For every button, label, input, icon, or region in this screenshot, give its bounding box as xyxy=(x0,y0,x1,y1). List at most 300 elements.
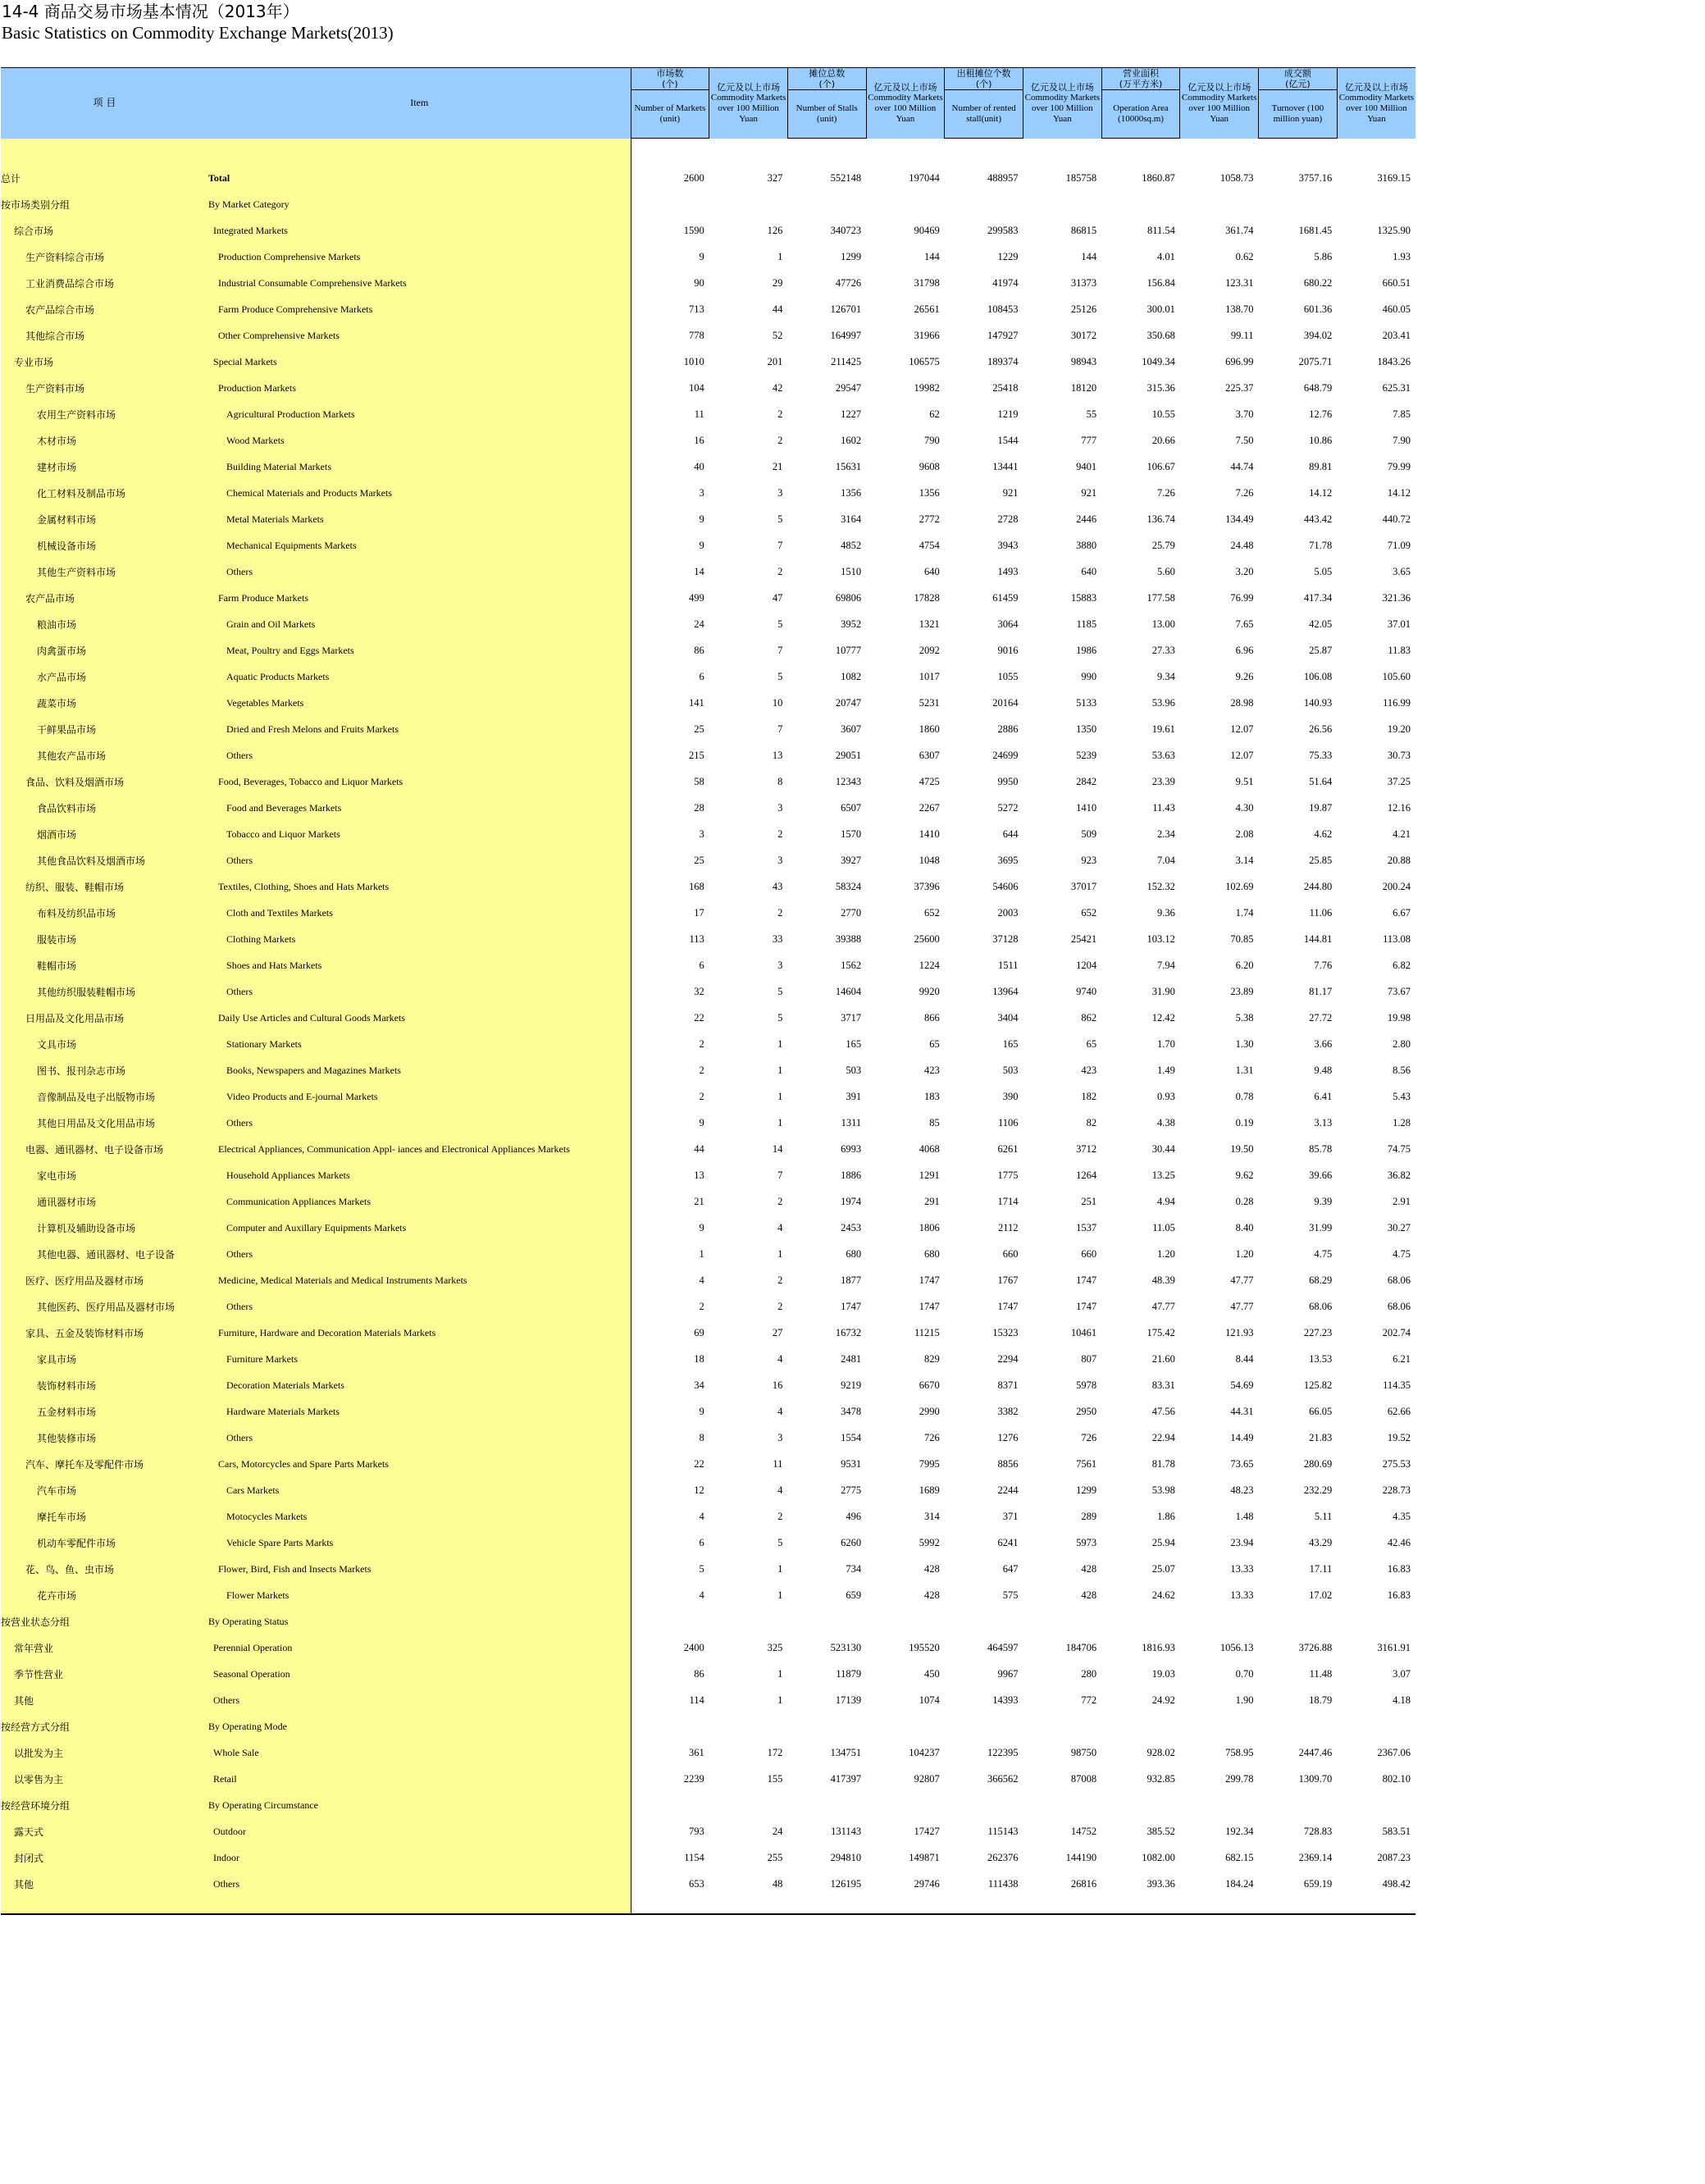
value-cell: 244.80 xyxy=(1303,880,1333,892)
value-cell: 104 xyxy=(688,381,704,394)
value-cell: 134751 xyxy=(830,1746,862,1758)
value-cell: 9608 xyxy=(919,460,940,472)
subheader-cn: 亿元及以上市场 xyxy=(873,81,937,93)
value-cell: 9967 xyxy=(997,1667,1019,1680)
table-row xyxy=(1,1871,1416,1897)
spacer-cell xyxy=(787,139,866,166)
value-cell: 144 xyxy=(1081,250,1097,262)
value-cell: 2447.46 xyxy=(1298,1746,1333,1758)
value-cell: 86815 xyxy=(1070,224,1097,236)
value-cell: 44.74 xyxy=(1230,460,1254,472)
value-cell: 1.48 xyxy=(1235,1510,1254,1522)
value-cell: 10.55 xyxy=(1151,408,1175,420)
value-cell: 1.90 xyxy=(1235,1694,1254,1706)
value-cell: 14 xyxy=(772,1142,783,1155)
value-cell: 17.02 xyxy=(1309,1589,1333,1601)
value-cell: 6.21 xyxy=(1393,1352,1411,1365)
row-label-en: Textiles, Clothing, Shoes and Hats Markets xyxy=(208,873,631,900)
value-cell xyxy=(945,1792,1023,1818)
table-row xyxy=(1,873,1416,900)
value-cell: 1 xyxy=(777,1589,783,1601)
value-cell: 211425 xyxy=(831,355,862,367)
value-cell: 11.06 xyxy=(1309,906,1333,919)
value-cell: 6 xyxy=(699,1536,704,1548)
statistics-table xyxy=(1,67,1416,1915)
value-cell: 4754 xyxy=(919,539,940,551)
value-cell: 177.58 xyxy=(1147,591,1175,604)
value-cell: 1017 xyxy=(919,670,940,682)
row-label-en: Others xyxy=(208,1425,631,1451)
value-cell: 19.87 xyxy=(1309,801,1333,814)
value-cell: 1602 xyxy=(841,434,862,446)
row-label-en: Production Markets xyxy=(208,375,631,401)
value-cell xyxy=(866,1713,945,1739)
row-label-en: Food and Beverages Markets xyxy=(208,795,631,821)
value-cell: 1806 xyxy=(919,1221,940,1233)
value-cell: 61459 xyxy=(992,591,1019,604)
value-cell: 19982 xyxy=(914,381,940,394)
value-cell: 116.99 xyxy=(1383,696,1411,709)
row-label-cn: 机动车零配件市场 xyxy=(1,1530,208,1556)
value-cell: 6260 xyxy=(841,1536,862,1548)
value-cell: 2 xyxy=(777,434,783,446)
value-cell: 32 xyxy=(694,985,704,997)
value-cell: 1860.87 xyxy=(1142,171,1175,184)
value-cell: 24.62 xyxy=(1151,1589,1175,1601)
table-row xyxy=(1,768,1416,795)
value-cell: 1410 xyxy=(919,828,940,840)
value-cell: 125.82 xyxy=(1303,1379,1333,1391)
value-cell: 325 xyxy=(767,1641,783,1653)
value-cell: 2 xyxy=(699,1064,704,1076)
row-label-cn: 封闭式 xyxy=(1,1844,208,1871)
value-cell: 778 xyxy=(688,329,704,341)
value-cell: 53.96 xyxy=(1151,696,1175,709)
row-label-cn: 布料及纺织品市场 xyxy=(1,900,208,926)
value-cell: 640 xyxy=(924,565,940,577)
value-cell: 232.29 xyxy=(1303,1484,1333,1496)
value-cell xyxy=(1180,1713,1259,1739)
row-label-cn: 其他农产品市场 xyxy=(1,742,208,768)
spacer-cell xyxy=(866,1897,945,1914)
table-row xyxy=(1,532,1416,559)
value-cell: 3.66 xyxy=(1314,1037,1333,1050)
value-cell: 371 xyxy=(1002,1510,1019,1522)
value-cell: 464597 xyxy=(987,1641,1019,1653)
value-cell: 30.73 xyxy=(1387,749,1411,761)
value-cell: 5 xyxy=(777,670,783,682)
table-row xyxy=(1,191,1416,217)
value-cell: 2087.23 xyxy=(1377,1851,1411,1863)
value-cell: 0.78 xyxy=(1235,1090,1254,1102)
value-cell: 20747 xyxy=(835,696,862,709)
value-cell: 2775 xyxy=(841,1484,862,1496)
subheader-rented-over-100m xyxy=(1023,68,1101,139)
row-label-cn: 综合市场 xyxy=(1,217,208,244)
value-cell: 1299 xyxy=(841,250,862,262)
value-cell: 23.94 xyxy=(1230,1536,1254,1548)
value-cell: 1264 xyxy=(1076,1169,1097,1181)
value-cell xyxy=(1337,1608,1416,1635)
value-cell: 1 xyxy=(777,1116,783,1128)
value-cell: 16732 xyxy=(835,1326,862,1338)
value-cell: 185758 xyxy=(1065,171,1097,184)
value-cell: 9219 xyxy=(841,1379,862,1391)
spacer-cell xyxy=(1337,1897,1416,1914)
value-cell: 16.83 xyxy=(1387,1562,1411,1575)
value-cell: 144 xyxy=(924,250,940,262)
value-cell: 33 xyxy=(772,932,783,945)
table-row xyxy=(1,1320,1416,1346)
value-cell: 13 xyxy=(694,1169,704,1181)
value-cell: 523130 xyxy=(830,1641,862,1653)
value-cell: 1350 xyxy=(1076,723,1097,735)
table-row xyxy=(1,559,1416,585)
value-cell: 2369.14 xyxy=(1298,1851,1333,1863)
row-label-cn: 食品、饮料及烟酒市场 xyxy=(1,768,208,795)
value-cell: 21 xyxy=(772,460,783,472)
value-cell: 168 xyxy=(688,880,704,892)
value-cell: 13.00 xyxy=(1151,618,1175,630)
value-cell: 1010 xyxy=(683,355,704,367)
row-label-cn: 花卉市场 xyxy=(1,1582,208,1608)
row-label-en: Wood Markets xyxy=(208,427,631,454)
column-header-turnover-en: Turnover (100 million yuan) xyxy=(1259,90,1338,139)
value-cell: 4.35 xyxy=(1393,1510,1411,1522)
row-label-cn: 纺织、服装、鞋帽市场 xyxy=(1,873,208,900)
value-cell: 1860 xyxy=(919,723,940,735)
value-cell: 3607 xyxy=(841,723,862,735)
value-cell: 5239 xyxy=(1076,749,1097,761)
value-cell: 790 xyxy=(924,434,940,446)
table-row xyxy=(1,952,1416,978)
value-cell: 575 xyxy=(1002,1589,1019,1601)
value-cell: 4 xyxy=(699,1274,704,1286)
value-cell: 19.52 xyxy=(1387,1431,1411,1443)
table-row xyxy=(1,1766,1416,1792)
row-label-en: Indoor xyxy=(208,1844,631,1871)
row-label-cn: 生产资料综合市场 xyxy=(1,244,208,270)
value-cell: 98943 xyxy=(1070,355,1097,367)
value-cell: 11.83 xyxy=(1388,644,1411,656)
value-cell: 13.33 xyxy=(1230,1562,1254,1575)
value-cell: 17828 xyxy=(914,591,940,604)
value-cell: 1.31 xyxy=(1235,1064,1254,1076)
table-row xyxy=(1,1031,1416,1057)
value-cell: 144.81 xyxy=(1303,932,1333,945)
value-cell: 121.93 xyxy=(1225,1326,1254,1338)
value-cell: 4 xyxy=(777,1221,783,1233)
value-cell xyxy=(1101,1792,1180,1818)
value-cell: 3 xyxy=(699,486,704,499)
value-cell: 3880 xyxy=(1076,539,1097,551)
value-cell: 7.90 xyxy=(1393,434,1411,446)
table-row xyxy=(1,1503,1416,1530)
row-label-en: Stationary Markets xyxy=(208,1031,631,1057)
row-label-en: Whole Sale xyxy=(208,1739,631,1766)
value-cell: 106.08 xyxy=(1303,670,1333,682)
value-cell: 7 xyxy=(777,1169,783,1181)
value-cell: 2 xyxy=(777,1274,783,1286)
value-cell: 1886 xyxy=(841,1169,862,1181)
value-cell: 1 xyxy=(777,1667,783,1680)
value-cell: 5.05 xyxy=(1314,565,1333,577)
row-label-en: Food, Beverages, Tobacco and Liquor Markets xyxy=(208,768,631,795)
value-cell: 280.69 xyxy=(1303,1457,1333,1470)
value-cell: 503 xyxy=(846,1064,862,1076)
value-cell: 921 xyxy=(1002,486,1019,499)
value-cell: 583.51 xyxy=(1382,1825,1411,1837)
row-label-cn: 摩托车市场 xyxy=(1,1503,208,1530)
value-cell: 3064 xyxy=(997,618,1019,630)
value-cell: 3 xyxy=(777,486,783,499)
row-label-cn: 烟酒市场 xyxy=(1,821,208,847)
table-row xyxy=(1,716,1416,742)
value-cell: 29 xyxy=(772,276,783,289)
value-cell: 9.39 xyxy=(1314,1195,1333,1207)
value-cell: 114.35 xyxy=(1383,1379,1411,1391)
table-row xyxy=(1,1398,1416,1425)
value-cell: 5.43 xyxy=(1393,1090,1411,1102)
value-cell: 106.67 xyxy=(1147,460,1175,472)
value-cell: 92807 xyxy=(914,1772,940,1785)
value-cell: 1747 xyxy=(841,1300,862,1312)
value-cell: 28 xyxy=(694,801,704,814)
value-cell: 680 xyxy=(924,1247,940,1260)
value-cell: 9.36 xyxy=(1156,906,1175,919)
value-cell: 13 xyxy=(772,749,783,761)
subheader-en: Commodity Markets over 100 Million Yuan xyxy=(868,92,943,124)
value-cell: 807 xyxy=(1081,1352,1097,1365)
value-cell: 9 xyxy=(699,250,704,262)
value-cell: 47 xyxy=(772,591,783,604)
value-cell: 2.34 xyxy=(1156,828,1175,840)
value-cell: 85 xyxy=(929,1116,940,1128)
row-label-en: Others xyxy=(208,847,631,873)
value-cell: 182 xyxy=(1081,1090,1097,1102)
value-cell: 13964 xyxy=(992,985,1019,997)
value-cell: 2239 xyxy=(683,1772,704,1785)
value-cell: 990 xyxy=(1081,670,1097,682)
value-cell: 1056.13 xyxy=(1219,1641,1254,1653)
value-cell: 85.78 xyxy=(1309,1142,1333,1155)
row-label-cn: 工业消费品综合市场 xyxy=(1,270,208,296)
value-cell: 20164 xyxy=(992,696,1019,709)
value-cell: 12 xyxy=(694,1484,704,1496)
value-cell: 4.21 xyxy=(1393,828,1411,840)
table-row xyxy=(1,795,1416,821)
value-cell: 2367.06 xyxy=(1377,1746,1411,1758)
value-cell: 44.31 xyxy=(1230,1405,1254,1417)
value-cell: 3757.16 xyxy=(1298,171,1333,184)
value-cell: 5 xyxy=(777,1011,783,1024)
value-cell: 22.94 xyxy=(1151,1431,1175,1443)
table-row xyxy=(1,1635,1416,1661)
value-cell: 30172 xyxy=(1070,329,1097,341)
value-cell: 802.10 xyxy=(1382,1772,1411,1785)
table-row xyxy=(1,375,1416,401)
value-cell: 1321 xyxy=(919,618,940,630)
value-cell: 25.07 xyxy=(1151,1562,1175,1575)
row-label-en: Integrated Markets xyxy=(208,217,631,244)
value-cell: 14752 xyxy=(1070,1825,1097,1837)
row-label-en: Furniture, Hardware and Decoration Materials Markets xyxy=(208,1320,631,1346)
table-row xyxy=(1,926,1416,952)
table-row xyxy=(1,637,1416,663)
value-cell: 1309.70 xyxy=(1298,1772,1333,1785)
table-row xyxy=(1,1372,1416,1398)
value-cell: 772 xyxy=(1081,1694,1097,1706)
value-cell: 1590 xyxy=(683,224,704,236)
table-row xyxy=(1,1136,1416,1162)
row-label-cn: 水产品市场 xyxy=(1,663,208,690)
column-header-item-en: Item xyxy=(208,68,631,139)
row-label-cn: 建材市场 xyxy=(1,454,208,480)
row-label-cn: 按营业状态分组 xyxy=(1,1608,208,1635)
value-cell: 5992 xyxy=(919,1536,940,1548)
value-cell: 928.02 xyxy=(1147,1746,1175,1758)
value-cell xyxy=(1023,1713,1101,1739)
value-cell: 299583 xyxy=(987,224,1019,236)
row-label-cn: 食品饮料市场 xyxy=(1,795,208,821)
value-cell xyxy=(1259,191,1338,217)
row-label-en: Household Appliances Markets xyxy=(208,1162,631,1188)
row-label-en: Hardware Materials Markets xyxy=(208,1398,631,1425)
value-cell: 23.39 xyxy=(1151,775,1175,787)
value-cell: 12.07 xyxy=(1230,723,1254,735)
value-cell xyxy=(1337,1792,1416,1818)
value-cell: 1154 xyxy=(684,1851,704,1863)
value-cell: 13.25 xyxy=(1151,1169,1175,1181)
value-cell: 4.30 xyxy=(1235,801,1254,814)
value-cell: 24.48 xyxy=(1230,539,1254,551)
value-cell: 7561 xyxy=(1076,1457,1097,1470)
value-cell: 9 xyxy=(699,1116,704,1128)
value-cell: 90469 xyxy=(914,224,940,236)
table-row xyxy=(1,1792,1416,1818)
value-cell: 1843.26 xyxy=(1377,355,1411,367)
row-label-en: Building Material Markets xyxy=(208,454,631,480)
value-cell: 3404 xyxy=(997,1011,1019,1024)
row-label-en: Seasonal Operation xyxy=(208,1661,631,1687)
value-cell: 3478 xyxy=(841,1405,862,1417)
value-cell: 6.82 xyxy=(1393,959,1411,971)
value-cell: 503 xyxy=(1002,1064,1019,1076)
value-cell: 114 xyxy=(689,1694,704,1706)
value-cell: 69 xyxy=(694,1326,704,1338)
value-cell: 21.83 xyxy=(1309,1431,1333,1443)
value-cell: 14393 xyxy=(992,1694,1019,1706)
value-cell xyxy=(631,1713,709,1739)
row-label-en: By Operating Status xyxy=(208,1608,631,1635)
value-cell: 5 xyxy=(699,1562,704,1575)
value-cell: 9016 xyxy=(997,644,1019,656)
value-cell: 391 xyxy=(846,1090,862,1102)
value-cell: 4852 xyxy=(841,539,862,551)
value-cell: 26561 xyxy=(914,303,940,315)
value-cell: 36.82 xyxy=(1387,1169,1411,1181)
value-cell: 87008 xyxy=(1070,1772,1097,1785)
value-cell: 30.27 xyxy=(1387,1221,1411,1233)
value-cell: 71.78 xyxy=(1309,539,1333,551)
value-cell: 1106 xyxy=(997,1116,1019,1128)
value-cell: 361.74 xyxy=(1225,224,1254,236)
value-cell: 42.05 xyxy=(1309,618,1333,630)
value-cell: 17427 xyxy=(914,1825,940,1837)
table-row xyxy=(1,322,1416,349)
row-label-cn: 按市场类别分组 xyxy=(1,191,208,217)
value-cell: 1554 xyxy=(841,1431,862,1443)
value-cell: 2772 xyxy=(919,513,940,525)
row-label-en: Others xyxy=(208,978,631,1005)
row-label-cn: 粮油市场 xyxy=(1,611,208,637)
value-cell: 9.51 xyxy=(1235,775,1254,787)
value-cell: 4.01 xyxy=(1156,250,1175,262)
value-cell: 428 xyxy=(1081,1562,1097,1575)
value-cell: 1219 xyxy=(997,408,1019,420)
spacer-cell xyxy=(787,1897,866,1914)
row-label-cn: 专业市场 xyxy=(1,349,208,375)
table-row xyxy=(1,1582,1416,1608)
row-label-en: Perennial Operation xyxy=(208,1635,631,1661)
value-cell: 8.56 xyxy=(1393,1064,1411,1076)
row-label-en: Tobacco and Liquor Markets xyxy=(208,821,631,847)
row-label-cn: 计算机及辅助设备市场 xyxy=(1,1215,208,1241)
value-cell: 653 xyxy=(688,1877,704,1890)
value-cell: 37.01 xyxy=(1387,618,1411,630)
table-row xyxy=(1,978,1416,1005)
row-label-en: Grain and Oil Markets xyxy=(208,611,631,637)
value-cell: 14604 xyxy=(835,985,862,997)
spacer-cell xyxy=(1180,139,1259,166)
table-row xyxy=(1,585,1416,611)
value-cell: 601.36 xyxy=(1303,303,1333,315)
value-cell: 103.12 xyxy=(1147,932,1175,945)
value-cell: 1325.90 xyxy=(1377,224,1411,236)
value-cell: 3695 xyxy=(997,854,1019,866)
value-cell xyxy=(945,191,1023,217)
value-cell: 73.67 xyxy=(1387,985,1411,997)
column-header-area-en: Operation Area (10000sq.m) xyxy=(1101,90,1180,139)
value-cell: 23.89 xyxy=(1230,985,1254,997)
value-cell: 22 xyxy=(694,1011,704,1024)
value-cell: 1229 xyxy=(997,250,1019,262)
value-cell: 13441 xyxy=(992,460,1019,472)
value-cell: 134.49 xyxy=(1225,513,1254,525)
row-label-en: Books, Newspapers and Magazines Markets xyxy=(208,1057,631,1083)
value-cell: 197044 xyxy=(909,171,940,184)
value-cell: 366562 xyxy=(987,1772,1019,1785)
value-cell: 0.70 xyxy=(1235,1667,1254,1680)
value-cell: 7 xyxy=(777,723,783,735)
value-cell xyxy=(1259,1792,1338,1818)
value-cell xyxy=(1337,1713,1416,1739)
value-cell: 25600 xyxy=(914,932,940,945)
value-cell: 385.52 xyxy=(1147,1825,1175,1837)
value-cell: 6993 xyxy=(841,1142,862,1155)
spacer-cell xyxy=(1101,1897,1180,1914)
value-cell: 1204 xyxy=(1076,959,1097,971)
value-cell: 41974 xyxy=(992,276,1019,289)
value-cell: 20.88 xyxy=(1387,854,1411,866)
value-cell: 34 xyxy=(694,1379,704,1391)
value-cell: 113 xyxy=(689,932,704,945)
value-cell: 27.72 xyxy=(1309,1011,1333,1024)
row-label-en: Furniture Markets xyxy=(208,1346,631,1372)
value-cell: 6 xyxy=(699,670,704,682)
value-cell: 1.70 xyxy=(1156,1037,1175,1050)
value-cell: 2770 xyxy=(841,906,862,919)
